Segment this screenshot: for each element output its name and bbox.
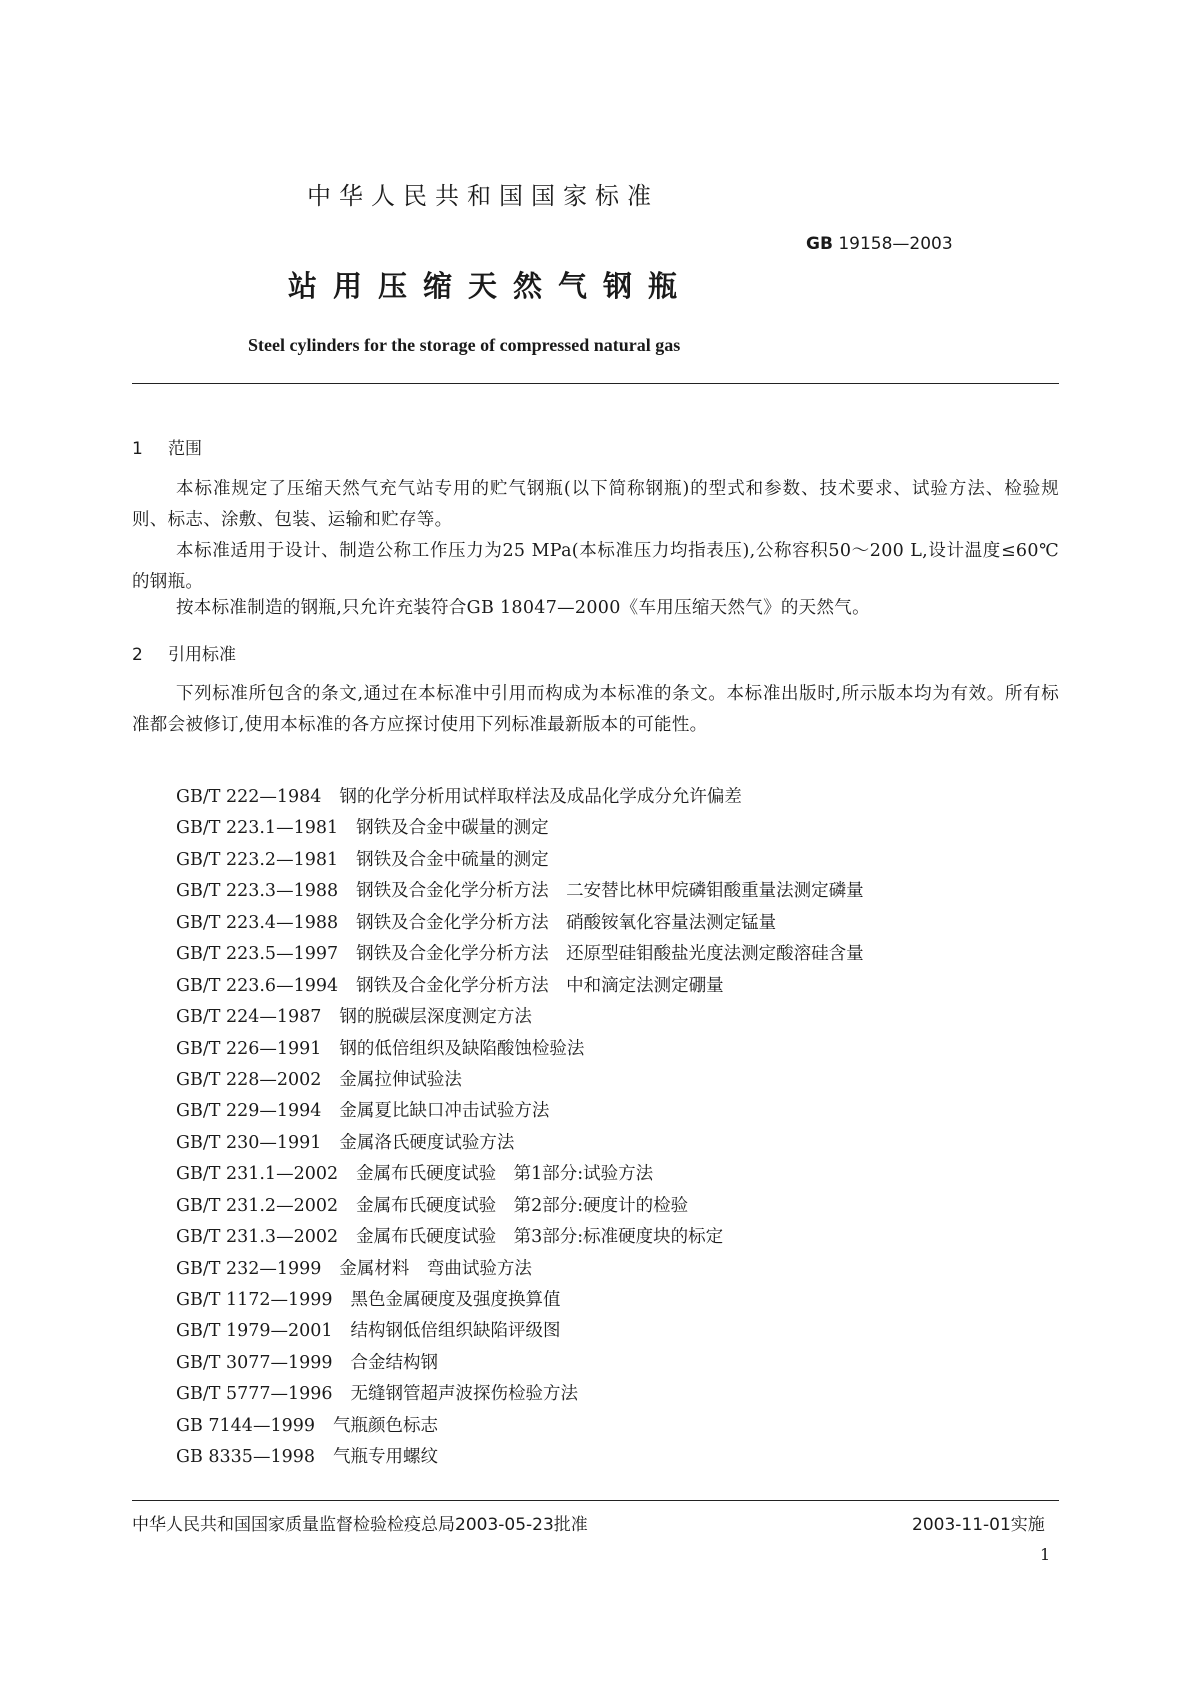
document-subtitle: Steel cylinders for the storage of compressed natural gas	[248, 335, 681, 355]
standard-code-prefix: GB	[806, 234, 833, 254]
section-title: 引用标准	[168, 645, 236, 665]
paragraph: 本标准适用于设计、制造公称工作压力为25 MPa(本标准压力均指表压),公称容积50～200 L,设计温度≤60℃的钢瓶。	[132, 541, 1059, 592]
reference-item	[176, 1034, 864, 1065]
reference-list	[176, 782, 864, 1474]
section-number: 2	[132, 645, 143, 665]
reference-title: 钢铁及合金化学分析方法 二安替比林甲烷磷钼酸重量法测定磷量	[356, 881, 864, 902]
section-heading-references	[132, 640, 236, 665]
reference-item	[176, 813, 864, 844]
reference-code: GB/T 231.2—2002	[176, 1195, 339, 1216]
reference-item	[176, 1128, 864, 1159]
reference-item	[176, 876, 864, 907]
reference-title: 钢铁及合金化学分析方法 还原型硅钼酸盐光度法测定酸溶硅含量	[356, 944, 864, 965]
reference-code: GB/T 231.3—2002	[176, 1227, 339, 1248]
reference-title: 金属布氏硬度试验 第2部分:硬度计的检验	[356, 1195, 689, 1216]
header-divider	[132, 383, 1059, 384]
reference-title: 合金结构钢	[350, 1352, 439, 1373]
reference-title: 钢的低倍组织及缺陷酸蚀检验法	[339, 1038, 585, 1059]
reference-code: GB/T 231.1—2002	[176, 1164, 339, 1185]
reference-code: GB/T 223.1—1981	[176, 818, 339, 839]
standard-code	[806, 234, 953, 254]
reference-code: GB/T 1979—2001	[176, 1321, 333, 1342]
reference-code: GB/T 223.5—1997	[176, 944, 339, 965]
reference-title: 钢铁及合金中硫量的测定	[356, 849, 549, 870]
reference-item	[176, 782, 864, 813]
reference-title: 金属材料 弯曲试验方法	[339, 1258, 532, 1279]
reference-title: 金属夏比缺口冲击试验方法	[339, 1101, 550, 1122]
reference-code: GB/T 222—1984	[176, 787, 322, 807]
section-number: 1	[132, 439, 143, 459]
reference-title: 结构钢低倍组织缺陷评级图	[350, 1321, 561, 1342]
reference-item	[176, 1065, 864, 1096]
reference-code: GB/T 230—1991	[176, 1132, 322, 1153]
reference-title: 气瓶专用螺纹	[332, 1447, 438, 1468]
reference-item	[176, 1254, 864, 1285]
footer-divider	[132, 1500, 1059, 1501]
reference-code: GB/T 3077—1999	[176, 1352, 333, 1373]
approval-statement: 中华人民共和国国家质量监督检验检疫总局2003-05-23批准	[132, 1515, 588, 1535]
reference-item	[176, 1191, 864, 1222]
standard-code-number: 19158—2003	[838, 234, 953, 254]
reference-item	[176, 1096, 864, 1127]
reference-title: 钢铁及合金化学分析方法 硝酸铵氧化容量法测定锰量	[356, 912, 777, 933]
reference-title: 钢的脱碳层深度测定方法	[339, 1007, 532, 1028]
reference-item	[176, 939, 864, 970]
reference-code: GB/T 224—1987	[176, 1007, 322, 1028]
reference-item	[176, 908, 864, 939]
reference-code: GB/T 223.4—1988	[176, 912, 339, 933]
reference-title: 金属拉伸试验法	[339, 1069, 462, 1090]
reference-item	[176, 1348, 864, 1379]
reference-title: 无缝钢管超声波探伤检验方法	[350, 1384, 579, 1405]
document-title: 站用压缩天然气钢瓶	[288, 269, 694, 303]
standard-title: 中华人民共和国国家标准	[307, 182, 659, 210]
reference-title: 金属洛氏硬度试验方法	[339, 1132, 515, 1153]
paragraph: 按本标准制造的钢瓶,只允许充装符合GB 18047—2000《车用压缩天然气》的天然气。	[176, 598, 870, 618]
reference-title: 黑色金属硬度及强度换算值	[350, 1290, 561, 1310]
paragraph: 本标准规定了压缩天然气充气站专用的贮气钢瓶(以下简称钢瓶)的型式和参数、技术要求、试验方法、检验规则、标志、涂敷、包装、运输和贮存等。	[132, 479, 1059, 530]
reference-item	[176, 1316, 864, 1347]
reference-code: GB/T 1172—1999	[176, 1290, 333, 1310]
reference-code: GB/T 228—2002	[176, 1069, 322, 1090]
reference-item	[176, 1159, 864, 1190]
reference-code: GB/T 232—1999	[176, 1258, 322, 1279]
reference-title: 金属布氏硬度试验 第1部分:试验方法	[356, 1164, 654, 1185]
reference-title: 钢铁及合金中碳量的测定	[356, 818, 549, 839]
implementation-date: 2003-11-01实施	[912, 1515, 1045, 1535]
reference-item	[176, 1411, 864, 1442]
reference-title: 金属布氏硬度试验 第3部分:标准硬度块的标定	[356, 1227, 724, 1248]
reference-code: GB/T 5777—1996	[176, 1384, 333, 1405]
reference-item	[176, 1222, 864, 1253]
reference-code: GB/T 229—1994	[176, 1101, 322, 1122]
reference-code: GB 8335—1998	[176, 1447, 315, 1468]
reference-item	[176, 1379, 864, 1410]
section-title: 范围	[168, 439, 202, 459]
reference-code: GB/T 223.2—1981	[176, 849, 339, 870]
reference-code: GB 7144—1999	[176, 1415, 315, 1436]
reference-item	[176, 845, 864, 876]
section-heading-scope	[132, 434, 202, 459]
reference-item	[176, 1285, 864, 1316]
reference-title: 钢铁及合金化学分析方法 中和滴定法测定硼量	[356, 975, 724, 996]
paragraph: 下列标准所包含的条文,通过在本标准中引用而构成为本标准的条文。本标准出版时,所示版本均为有效。所有标准都会被修订,使用本标准的各方应探讨使用下列标准最新版本的可能性。	[132, 684, 1059, 735]
reference-item	[176, 1442, 864, 1473]
reference-code: GB/T 226—1991	[176, 1038, 322, 1059]
page-number: 1	[1040, 1545, 1051, 1564]
reference-item	[176, 1002, 864, 1033]
reference-code: GB/T 223.6—1994	[176, 975, 339, 996]
reference-title: 钢的化学分析用试样取样法及成品化学成分允许偏差	[339, 787, 742, 807]
reference-title: 气瓶颜色标志	[332, 1415, 438, 1436]
reference-code: GB/T 223.3—1988	[176, 881, 339, 902]
reference-item	[176, 971, 864, 1002]
